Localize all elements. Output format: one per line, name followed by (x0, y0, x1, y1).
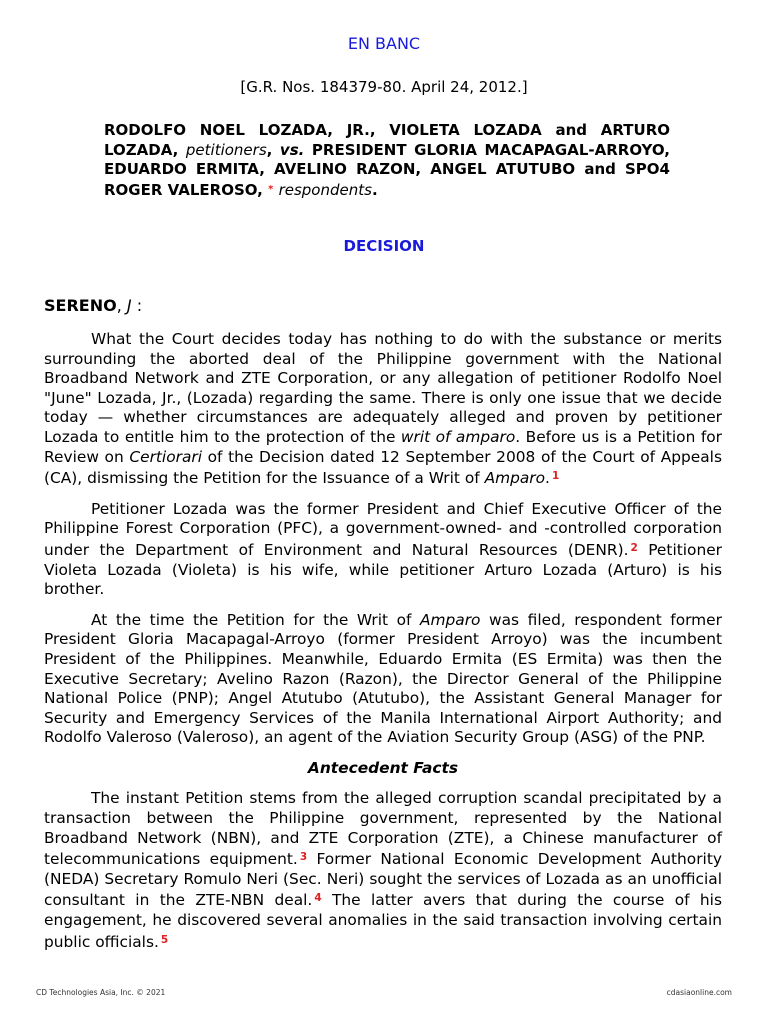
decision-title: DECISION (343, 237, 425, 255)
footnote-star-link[interactable]: * (268, 183, 274, 195)
footnote-link-5[interactable]: 5 (160, 933, 169, 946)
case-parties: RODOLFO NOEL LOZADA, JR., VIOLETA LOZADA and ARTURO LOZADA, petitioners, vs. PRESIDENT GLORIA MACAPAGAL-ARROYO, EDUARDO ERMITA, AVELINO RAZON, ANGEL ATUTUBO and SPO4 ROGER VALEROSO, * respondents. (104, 121, 670, 199)
ponente-colon: : (136, 296, 143, 315)
footnote-link-1[interactable]: 1 (551, 470, 560, 483)
paragraph-4 (44, 789, 722, 952)
italic-term: Amparo (484, 469, 546, 488)
paragraph-text: The instant Petition stems from the alleged corruption scandal precipitated by a transaction between the Philippine government, represented by the National Broadband Network (NBN), and ZTE Corporation (ZTE), a Chinese manufacturer of telecommunications equipment. (44, 789, 722, 869)
footer-copyright: CD Technologies Asia, Inc. © 2021 (36, 988, 166, 997)
court-division: EN BANC (347, 34, 421, 53)
italic-term: Amparo (420, 610, 481, 629)
case-number: [G.R. Nos. 184379-80. April 24, 2012.] (240, 78, 528, 96)
ponente-name: SERENO (44, 296, 117, 315)
paragraph-text: . Before us is a Petition for Review on (44, 427, 722, 466)
versus: vs. (279, 140, 305, 159)
paragraph-text: Petitioner Violeta Lozada (Violeta) is his wife, while petitioner Arturo Lozada (Arturo) is his brother. (44, 540, 722, 599)
decision-body (44, 330, 722, 963)
respondents-names: PRESIDENT GLORIA MACAPAGAL-ARROYO, EDUARDO ERMITA, AVELINO RAZON, ANGEL ATUTUBO and SPO4 ROGER VALEROSO (104, 140, 670, 199)
footnote-link-4[interactable]: 4 (314, 892, 322, 905)
footnote-link-3[interactable]: 3 (299, 851, 308, 864)
paragraph-text: . (545, 469, 550, 488)
paragraph-text: Former National Economic Development Authority (NEDA) Secretary Romulo Neri (Sec. Neri) sought the services of Lozada as an unofficial consultant in the ZTE-NBN deal. (44, 850, 722, 910)
italic-term: writ of amparo (400, 427, 516, 446)
petitioners-names: RODOLFO NOEL LOZADA, JR., VIOLETA LOZADA and ARTURO LOZADA (104, 121, 670, 159)
italic-term: Certiorari (129, 447, 202, 466)
paragraph-text: The latter avers that during the course of his engagement, he discovered several anomalies in the said transaction involving certain public officials. (44, 891, 722, 951)
paragraph-3 (44, 611, 722, 748)
paragraph-2 (44, 500, 722, 600)
paragraph-text: Petitioner Lozada was the former President and Chief Executive Officer of the Philippine Forest Corporation (PFC), a government-owned- and -controlled corporation under the Department of Environment and Natural Resources (DENR). (44, 499, 722, 559)
paragraph-text: of the Decision dated 12 September 2008 of the Court of Appeals (CA), dismissing the Petition for the Issuance of a Writ of (44, 447, 722, 488)
section-heading: Antecedent Facts (307, 758, 459, 777)
petitioners-label: petitioners (185, 140, 267, 159)
respondents-label: respondents (278, 180, 372, 199)
paragraph-1 (44, 330, 722, 489)
paragraph-text: was filed, respondent former President Gloria Macapagal-Arroyo (former President Arroyo) was the incumbent President of the Philippines. Meanwhile, Eduardo Ermita (ES Ermita) was then the Executive Secretary; Avelino Razon (Razon), the Director General of the Philippine National Police (PNP); Angel Atutubo (Atutubo), the Assistant General Manager for Security and Emergency Services of the Manila International Airport Authority; and Rodolfo Valeroso (Valeroso), an agent of the Aviation Security Group (ASG) of the PNP. (44, 610, 722, 747)
ponente: SERENO, J : (44, 296, 143, 315)
paragraph-text: At the time the Petition for the Writ of (91, 610, 412, 629)
ponente-suffix: J (126, 296, 132, 315)
footer-site: cdasiaonline.com (666, 988, 732, 997)
footnote-link-2[interactable]: 2 (630, 541, 638, 554)
paragraph-text: What the Court decides today has nothing to do with the substance or merits surrounding the aborted deal of the Philippine government with the National Broadband Network and ZTE Corporation, or any allegation of petitioner Rodolfo Noel "June" Lozada, Jr., (Lozada) regarding the same. There is only one issue that we decide today — whether circumstances are adequately alleged and proven by petitioner Lozada to entitle him to the protection of the (44, 330, 722, 446)
